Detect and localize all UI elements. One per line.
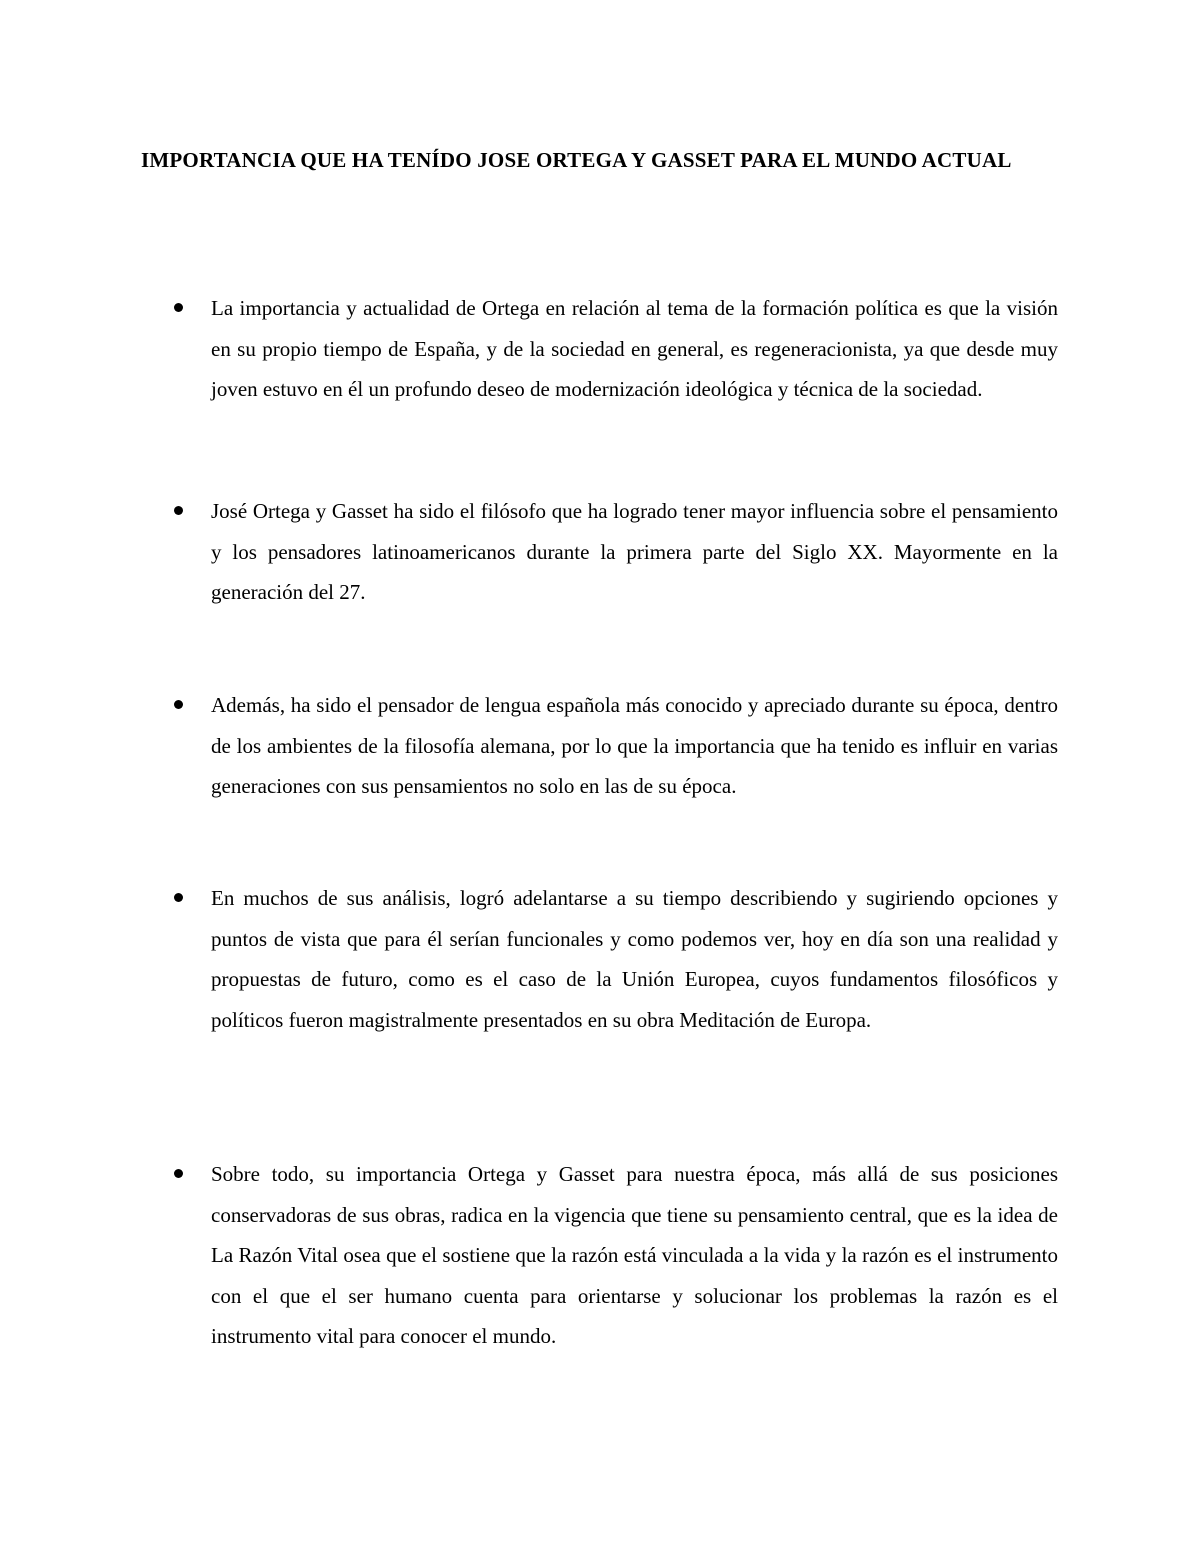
bullet-text: La importancia y actualidad de Ortega en relación al tema de la formación política es que la visión en su propio tiempo de España, y de la sociedad en general, es regeneracionista, ya que desde muy joven estuvo en él un profundo deseo de modernización ideológica y técnica de la sociedad. — [211, 296, 1058, 402]
bullet-text: José Ortega y Gasset ha sido el filósofo que ha logrado tener mayor influencia sobre el pensamiento y los pensadores latinoamericanos durante la primera parte del Siglo XX. Mayormente en la generación del 27. — [211, 499, 1058, 605]
bullet-icon — [174, 1169, 183, 1178]
bullet-text: Sobre todo, su importancia Ortega y Gasset para nuestra época, más allá de sus posiciones conservadoras de sus obras, radica en la vigencia que tiene su pensamiento central, que es la idea de La Razón Vital osea que el sostiene que la razón está vinculada a la vida y la razón es el instrumento con el que el ser humano cuenta para orientarse y solucionar los problemas la razón es el instrumento vital para conocer el mundo. — [211, 1162, 1058, 1349]
bullet-icon — [174, 893, 183, 902]
bullet-icon — [174, 303, 183, 312]
bullet-text: Además, ha sido el pensador de lengua española más conocido y apreciado durante su época, dentro de los ambientes de la filosofía alemana, por lo que la importancia que ha tenido es influir en varias generaciones con sus pensamientos no solo en las de su época. — [211, 693, 1058, 799]
bullet-icon — [174, 506, 183, 515]
document-title: IMPORTANCIA QUE HA TENÍDO JOSE ORTEGA Y GASSET PARA EL MUNDO ACTUAL — [141, 148, 1012, 172]
bullet-text: En muchos de sus análisis, logró adelantarse a su tiempo describiendo y sugiriendo opciones y puntos de vista que para él serían funcionales y como podemos ver, hoy en día son una realidad y propuestas de futuro, como es el caso de la Unión Europea, cuyos fundamentos filosóficos y políticos fueron magistralmente presentados en su obra Meditación de Europa. — [211, 886, 1058, 1032]
bullet-icon — [174, 700, 183, 709]
